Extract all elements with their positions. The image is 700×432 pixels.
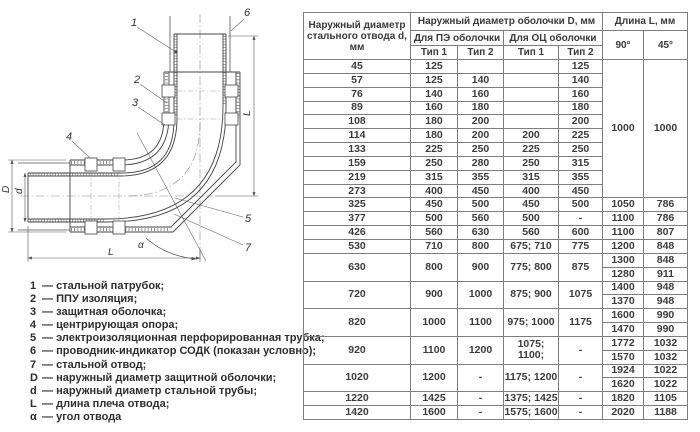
dim-alpha: α (138, 240, 144, 251)
legend-key: 4 (30, 319, 37, 332)
cell-pe1: 250 (411, 156, 458, 170)
cell-oc2: - (559, 392, 603, 406)
cell-l90: 1820 (603, 392, 644, 406)
legend-item (30, 372, 325, 385)
cell-oc1 (504, 115, 559, 129)
cell-l90: 1620 (603, 378, 644, 392)
cell-l90: 1600 (603, 309, 644, 323)
cell-oc2: 1075 (559, 281, 603, 309)
legend-dash: — (39, 397, 57, 410)
legend-key: 2 (30, 293, 37, 306)
legend-dash: — (39, 332, 57, 345)
cell-oc2: 775 (559, 239, 603, 253)
callout-leaders (72, 19, 244, 245)
cell-pe2: - (458, 364, 504, 392)
table-row (304, 336, 688, 350)
dim-d: d (14, 188, 25, 194)
cell-l45: 1022 (644, 364, 688, 378)
legend-key: d (30, 384, 37, 397)
cell-d: 219 (304, 170, 411, 184)
cell-oc2: 1175 (559, 309, 603, 337)
table-row (304, 198, 688, 212)
callout-2: 2 (134, 74, 141, 86)
legend-dash: — (39, 306, 57, 319)
cell-pe2: 200 (458, 115, 504, 129)
cell-l45: 1022 (644, 378, 688, 392)
cell-oc2: - (559, 336, 603, 364)
cell-oc2: 225 (559, 129, 603, 143)
table-row (304, 281, 688, 295)
table-row (304, 239, 688, 253)
cell-l45: 848 (644, 239, 688, 253)
cell-oc2: 450 (559, 184, 603, 198)
legend-dash: — (39, 410, 57, 423)
cell-oc2: 180 (559, 101, 603, 115)
cell-oc2: 600 (559, 226, 603, 240)
cell-oc1 (504, 60, 559, 74)
cell-pe2: 450 (458, 184, 504, 198)
cell-oc1 (504, 101, 559, 115)
spec-table (303, 12, 688, 420)
cell-d: 114 (304, 129, 411, 143)
cell-l90: 1100 (603, 226, 644, 240)
table-row (304, 406, 688, 420)
legend-text: проводник-индикатор СОДК (показан условно); (56, 345, 317, 358)
cell-pe2: 160 (458, 87, 504, 101)
cell-l45: 948 (644, 295, 688, 309)
cell-pe1: 1000 (411, 309, 458, 337)
dim-L-right: L (242, 110, 253, 116)
casing-wall-hatch (71, 73, 238, 230)
legend-key: D (30, 371, 38, 384)
legend-item (30, 411, 325, 424)
cell-oc1: 1575; 1600 (504, 406, 558, 419)
header-group-oc: Для ОЦ оболочки (504, 31, 603, 46)
cell-pe1: 1600 (411, 406, 458, 420)
cell-oc2: 355 (559, 170, 603, 184)
dimension-lines (8, 36, 258, 262)
cell-l90: 1280 (603, 267, 644, 281)
cell-l90: 1000 (603, 60, 644, 198)
cell-d: 1220 (304, 392, 411, 406)
cell-oc2: 500 (559, 198, 603, 212)
cell-l90: 1200 (603, 239, 644, 253)
table-row (304, 309, 688, 323)
legend-item (30, 293, 325, 306)
dim-D: D (1, 185, 12, 193)
cell-l45: 1188 (644, 406, 688, 420)
header-d: Наружный диаметр стального отвода d, мм (304, 13, 411, 60)
cell-oc1: 1375; 1425 (504, 392, 558, 405)
legend-key: 1 (30, 280, 37, 292)
cell-oc1 (504, 73, 559, 87)
cell-pe2: - (458, 406, 504, 420)
cell-l90: 1924 (603, 364, 644, 378)
cell-d: 133 (304, 143, 411, 157)
cell-pe1: 125 (411, 73, 458, 87)
cell-pe2: 250 (458, 143, 504, 157)
legend-key: 5 (30, 332, 37, 345)
legend-text: ППУ изоляция; (56, 293, 138, 306)
header-oc-type1: Тип 1 (504, 46, 559, 60)
cell-d: 377 (304, 212, 411, 226)
cell-pe2: 560 (458, 212, 504, 226)
cell-oc2: - (559, 406, 603, 420)
cell-l90: 1772 (603, 336, 644, 350)
legend-text: центрирующая опора; (56, 319, 179, 332)
cell-l45: 1032 (644, 350, 688, 364)
cell-l45: 990 (644, 309, 688, 323)
angle-arc (146, 238, 196, 259)
cell-oc2: 250 (559, 143, 603, 157)
cell-oc2: - (559, 212, 603, 226)
cell-pe2: 355 (458, 170, 504, 184)
table-row (304, 226, 688, 240)
legend-dash: — (39, 371, 57, 384)
cell-d: 76 (304, 87, 411, 101)
cell-pe1: 1200 (411, 364, 458, 392)
header-row-1 (304, 13, 688, 31)
header-90deg: 90° (603, 31, 644, 60)
cell-pe1: 710 (411, 239, 458, 253)
legend-dash: — (39, 293, 57, 306)
legend-text: угол отвода (56, 410, 122, 423)
cell-pe2: 180 (458, 101, 504, 115)
legend (30, 280, 325, 424)
cell-oc1: 560 (504, 226, 559, 240)
cell-d: 89 (304, 101, 411, 115)
callout-numbers (66, 7, 252, 254)
legend-text: электроизоляционная перфорированная трубка; (56, 332, 325, 345)
legend-key: 3 (30, 306, 37, 319)
callout-6: 6 (244, 7, 251, 19)
cell-l90: 1470 (603, 323, 644, 337)
cell-pe1: 225 (411, 143, 458, 157)
cell-pe2: - (458, 392, 504, 406)
cell-pe2: 140 (458, 73, 504, 87)
cell-oc1: 225 (504, 143, 559, 157)
cell-oc1: 975; 1000 (504, 309, 559, 337)
dimension-labels (1, 110, 253, 258)
cell-d: 720 (304, 281, 411, 309)
legend-dash: — (39, 384, 57, 397)
legend-key: 7 (30, 358, 37, 371)
cell-pe2: 500 (458, 198, 504, 212)
cell-oc1: 775; 800 (504, 253, 559, 281)
callout-4: 4 (66, 131, 73, 143)
cell-oc2: 125 (559, 60, 603, 74)
cell-oc1 (504, 87, 559, 101)
dim-L-bottom: L (108, 247, 114, 258)
table-row (304, 392, 688, 406)
cell-pe2: 630 (458, 226, 504, 240)
cell-oc1: 315 (504, 170, 559, 184)
cell-d: 920 (304, 336, 411, 364)
cell-oc2: 315 (559, 156, 603, 170)
cell-d: 57 (304, 73, 411, 87)
legend-text: длина плеча отвода; (56, 397, 170, 410)
sodk-wires (18, 16, 230, 230)
cell-oc1: 875; 900 (504, 281, 559, 309)
cell-pe1: 315 (411, 170, 458, 184)
legend-text: защитная оболочка; (56, 306, 167, 319)
cell-pe1: 160 (411, 101, 458, 115)
cell-oc1: 675; 710 (504, 239, 559, 253)
cell-oc2: 200 (559, 115, 603, 129)
header-group-D: Наружный диаметр оболочки D, мм (411, 13, 603, 31)
cell-l45: 1032 (644, 336, 688, 350)
cell-oc1: 250 (504, 156, 559, 170)
legend-item (30, 332, 325, 345)
cell-d: 159 (304, 156, 411, 170)
callout-1: 1 (131, 17, 138, 29)
table-header (304, 13, 688, 60)
cell-d: 325 (304, 198, 411, 212)
legend-dash: — (39, 345, 57, 358)
legend-dash: — (39, 319, 57, 332)
cell-d: 108 (304, 115, 411, 129)
header-group-L: Длина L, мм (603, 13, 688, 31)
header-oc-type2: Тип 2 (559, 46, 603, 60)
cell-pe1: 1425 (411, 392, 458, 406)
legend-key: L (30, 397, 37, 410)
cell-pe1: 800 (411, 253, 458, 281)
cell-oc1: 450 (504, 198, 559, 212)
cell-l45: 948 (644, 281, 688, 295)
cell-d: 1420 (304, 406, 411, 420)
cell-oc2: 160 (559, 87, 603, 101)
header-group-pe: Для ПЭ оболочки (411, 31, 504, 46)
cell-l90: 1300 (603, 253, 644, 267)
cell-l45: 786 (644, 212, 688, 226)
angle-line (137, 133, 206, 261)
table-row (304, 364, 688, 378)
callout-7: 7 (245, 242, 252, 254)
cell-l45: 848 (644, 253, 688, 267)
legend-item (30, 398, 325, 411)
support-stations (91, 91, 224, 222)
callout-5: 5 (245, 213, 252, 225)
legend-item (30, 306, 325, 319)
cell-d: 426 (304, 226, 411, 240)
cell-pe1: 400 (411, 184, 458, 198)
legend-key: 6 (30, 345, 37, 358)
cell-l45: 1000 (644, 60, 688, 198)
legend-key: α (30, 410, 37, 423)
steel-pipe (28, 34, 226, 222)
header-pe-type2: Тип 2 (458, 46, 504, 60)
elbow-drawing (0, 0, 302, 272)
cell-d: 273 (304, 184, 411, 198)
cell-l45: 911 (644, 267, 688, 281)
leader-dot (175, 51, 178, 54)
cell-oc1: 1175; 1200 (504, 364, 559, 392)
cell-l90: 1570 (603, 350, 644, 364)
cell-pe1: 500 (411, 212, 458, 226)
cell-pe1: 450 (411, 198, 458, 212)
legend-item (30, 280, 325, 293)
cell-pe2: 280 (458, 156, 504, 170)
table-row (304, 212, 688, 226)
header-45deg: 45° (644, 31, 688, 60)
cell-pe1: 900 (411, 281, 458, 309)
cell-pe2: 900 (458, 253, 504, 281)
legend-dash: — (39, 280, 57, 292)
table-body (304, 60, 688, 420)
cell-oc2: 875 (559, 253, 603, 281)
cell-pe1: 180 (411, 129, 458, 143)
elbow-drawing-svg (0, 0, 302, 272)
cell-l45: 807 (644, 226, 688, 240)
legend-item (30, 385, 325, 398)
cell-l90: 2020 (603, 406, 644, 420)
cell-l45: 990 (644, 323, 688, 337)
cell-d: 530 (304, 239, 411, 253)
legend-text: наружный диаметр стальной трубы; (56, 384, 257, 397)
cell-d: 1020 (304, 364, 411, 392)
cell-pe1: 1100 (411, 336, 458, 364)
cell-pe2: 1200 (458, 336, 504, 364)
cell-l90: 1100 (603, 212, 644, 226)
spec-table-wrap (303, 12, 688, 420)
cell-l90: 1050 (603, 198, 644, 212)
cell-pe1: 125 (411, 60, 458, 74)
cell-pe1: 180 (411, 115, 458, 129)
cell-l90: 1400 (603, 281, 644, 295)
legend-item (30, 345, 325, 358)
cell-d: 630 (304, 253, 411, 281)
legend-text: стальной отвод; (56, 358, 147, 371)
cell-pe2 (458, 60, 504, 74)
cell-l45: 786 (644, 198, 688, 212)
cell-l45: 1105 (644, 392, 688, 406)
casing (70, 72, 240, 232)
table-row (304, 60, 688, 74)
cell-oc1: 500 (504, 212, 559, 226)
cell-oc1: 400 (504, 184, 559, 198)
cell-oc1: 200 (504, 129, 559, 143)
legend-item (30, 319, 325, 332)
cell-oc1: 1075; 1100; (504, 336, 559, 364)
header-pe-type1: Тип 1 (411, 46, 458, 60)
cell-d: 820 (304, 309, 411, 337)
cell-oc2: 140 (559, 73, 603, 87)
cell-oc2: - (559, 364, 603, 392)
legend-item (30, 359, 325, 372)
cell-pe1: 140 (411, 87, 458, 101)
legend-dash: — (39, 358, 57, 371)
pipe-wall-hatch (30, 36, 225, 221)
legend-text: стальной патрубок; (56, 280, 165, 292)
callout-3: 3 (132, 97, 139, 109)
legend-text: наружный диаметр защитной оболочки; (56, 371, 277, 384)
cell-pe2: 800 (458, 239, 504, 253)
cell-d: 45 (304, 60, 411, 74)
cell-pe1: 560 (411, 226, 458, 240)
table-row (304, 253, 688, 267)
cell-pe2: 1100 (458, 309, 504, 337)
cell-pe2: 200 (458, 129, 504, 143)
cell-pe2: 1000 (458, 281, 504, 309)
cell-l90: 1370 (603, 295, 644, 309)
